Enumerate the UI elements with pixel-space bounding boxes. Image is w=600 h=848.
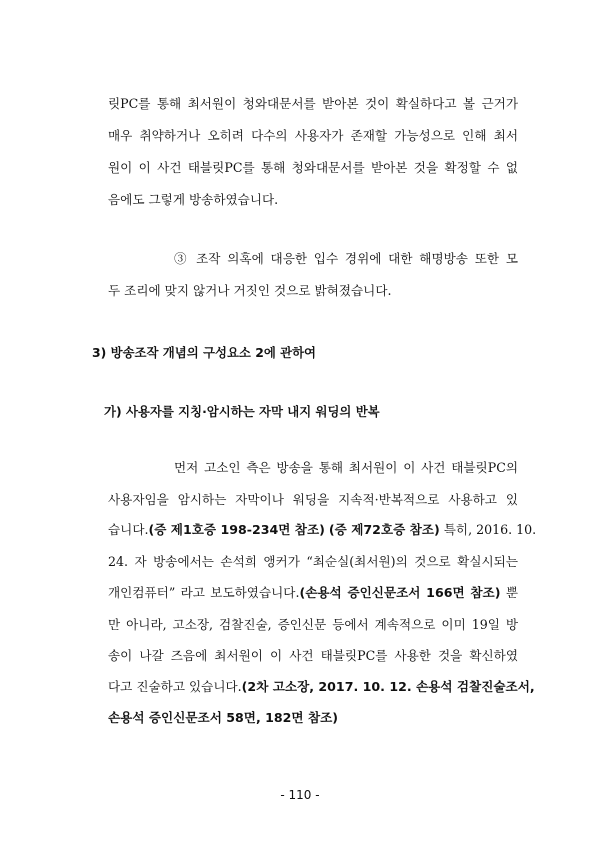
citation-reference: (증 제72호증 참조) xyxy=(328,522,440,537)
body-text-line xyxy=(108,677,535,697)
body-text-line: 원이 이 사건 태블릿PC를 통해 청와대문서를 받아본 것을 확정할 수 없 xyxy=(108,160,518,175)
body-text-line: 송이 나갈 즈음에 최서원이 이 사건 태블릿PC를 사용한 것을 확신하였 xyxy=(108,648,518,663)
body-text-line: 매우 취약하거나 오히려 다수의 사용자가 존재할 가능성으로 인해 최서 xyxy=(108,128,518,143)
subsection-heading: 가) 사용자를 지칭·암시하는 자막 내지 워딩의 반복 xyxy=(104,404,380,419)
body-text-line: 음에도 그렇게 방송하였습니다. xyxy=(108,192,279,207)
text-span: 개인컴퓨터” 라고 보도하였습니다. xyxy=(108,585,300,600)
citation-reference: (손용석 증인신문조서 166면 참조) xyxy=(299,585,501,600)
citation-reference: 손용석 증인신문조서 58면, 182면 참조) xyxy=(108,710,339,725)
text-span: 다고 진술하고 있습니다. xyxy=(108,679,242,694)
text-span: 뿐 xyxy=(505,585,518,600)
page-number: - 110 - xyxy=(280,788,320,802)
body-text-line: 24. 자 방송에서는 손석희 앵커가 “최순실(최서원)의 것으로 확실시되는 xyxy=(108,554,518,569)
section-heading: 3) 방송조작 개념의 구성요소 2에 관하여 xyxy=(92,345,317,360)
body-text-line: 두 조리에 맞지 않거나 거짓인 것으로 밝혀졌습니다. xyxy=(108,283,392,298)
body-text-line: 사용자임을 암시하는 자막이나 워딩을 지속적·반복적으로 사용하고 있 xyxy=(108,492,518,507)
body-text-line xyxy=(108,520,537,540)
body-text-line: 릿PC를 통해 최서원이 청와대문서를 받아본 것이 확실하다고 볼 근거가 xyxy=(108,96,518,111)
text-span: 특히, 2016. 10. xyxy=(443,522,537,537)
body-text-line xyxy=(108,583,518,603)
citation-reference: (증 제1호증 198-234면 참조) xyxy=(148,522,325,537)
body-text-line: 먼저 고소인 측은 방송을 통해 최서원이 이 사건 태블릿PC의 xyxy=(174,460,518,475)
body-text-line: ③ 조작 의혹에 대응한 입수 경위에 대한 해명방송 또한 모 xyxy=(174,251,518,266)
text-span: 습니다. xyxy=(108,522,149,537)
citation-reference: (2차 고소장, 2017. 10. 12. 손용석 검찰진술조서, xyxy=(241,679,535,694)
body-text-line: 만 아니라, 고소장, 검찰진술, 증인신문 등에서 계속적으로 이미 19일 방 xyxy=(108,617,518,632)
body-text-line xyxy=(108,708,518,728)
